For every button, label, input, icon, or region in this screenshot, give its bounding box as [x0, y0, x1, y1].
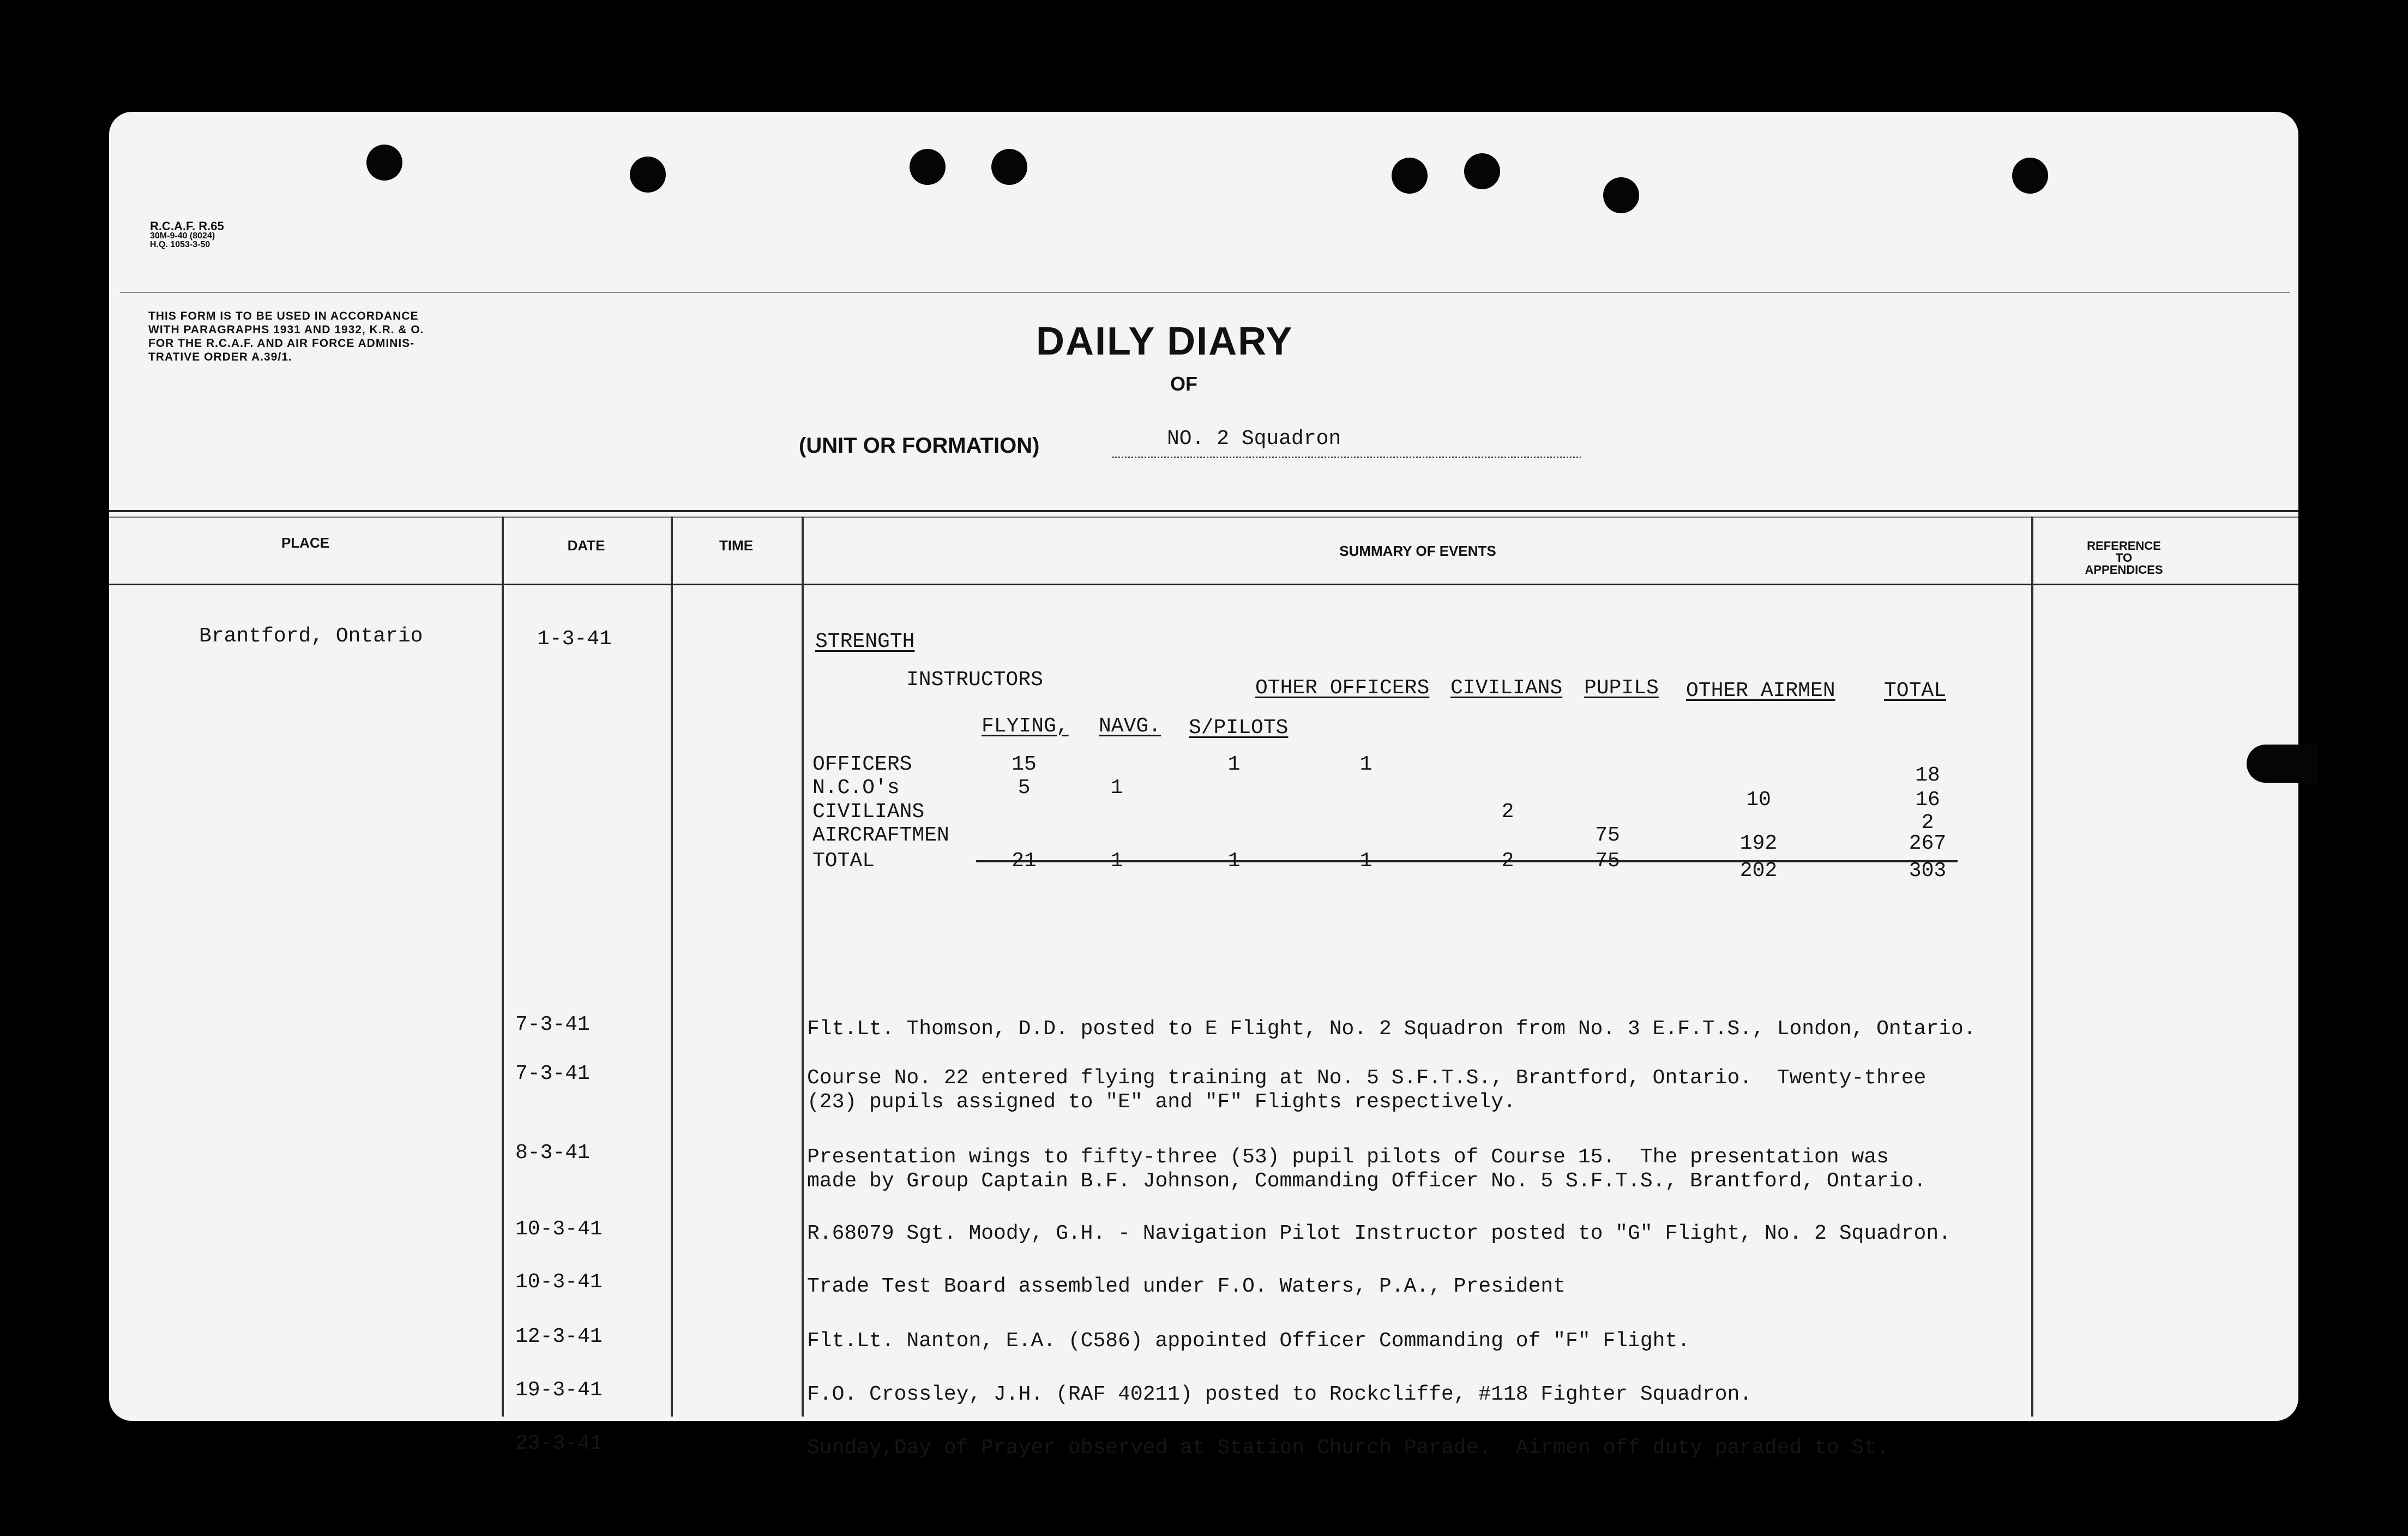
instruction-line: TRATIVE ORDER A.39/1. [148, 351, 292, 363]
strength-cell-pupils: 75 [1595, 849, 1620, 873]
form-instructions [148, 309, 424, 364]
instruction-line: FOR THE R.C.A.F. AND AIR FORCE ADMINIS- [148, 337, 415, 350]
form-code-line: H.Q. 1053-3-50 [150, 240, 210, 249]
strength-cell-other-officers: 1 [1359, 849, 1372, 873]
column-header-time: TIME [719, 537, 754, 554]
strength-cell-total: 18 [1915, 764, 1940, 787]
punch-hole [1464, 153, 1500, 189]
head-other-airmen: OTHER AIRMEN [1686, 679, 1835, 703]
punch-hole [910, 149, 946, 185]
entry-date: 23-3-41 [515, 1432, 603, 1455]
top-rule [120, 292, 2290, 293]
strength-cell-spilots: 1 [1227, 849, 1241, 873]
strength-cell-total: 267 [1909, 832, 1947, 855]
strength-cell-pupils: 75 [1595, 824, 1620, 847]
strength-row-label: TOTAL [812, 849, 875, 873]
unit-dotted-line [1112, 457, 1581, 458]
unit-label: (UNIT OR FORMATION) [799, 434, 1040, 458]
strength-cell-other-airmen: 10 [1746, 788, 1771, 812]
strength-row-label: OFFICERS [812, 753, 912, 776]
punch-hole [991, 149, 1027, 185]
strength-row-label: AIRCRAFTMEN [812, 824, 949, 847]
entry-date: 10-3-41 [515, 1217, 603, 1241]
strength-cell-spilots: 1 [1227, 753, 1241, 776]
instruction-line: THIS FORM IS TO BE USED IN ACCORDANCE [148, 310, 419, 322]
strength-cell-navg: 1 [1110, 849, 1123, 873]
entry-text [807, 1436, 1889, 1460]
strength-cell-total: 2 [1921, 811, 1934, 835]
header-rule-top [109, 510, 2298, 512]
form-code-line: 30M-9-40 (8024) [150, 231, 215, 241]
head-other-officers: OTHER OFFICERS [1255, 676, 1430, 700]
entry-date: 7-3-41 [515, 1062, 590, 1085]
head-total: TOTAL [1884, 679, 1947, 703]
entry-line: Trade Test Board assembled under F.O. Waters, P.A., President [807, 1275, 1566, 1298]
diary-of: OF [1170, 373, 1197, 395]
head-civilians: CIVILIANS [1450, 676, 1563, 700]
strength-heading: STRENGTH [815, 630, 915, 653]
entry-line: Flt.Lt. Thomson, D.D. posted to E Flight, No. 2 Squadron from No. 3 E.F.T.S., London, Ontario. [807, 1017, 1976, 1041]
entry-date: 12-3-41 [515, 1325, 603, 1348]
entry-line: (23) pupils assigned to "E" and "F" Flights respectively. [807, 1090, 1516, 1114]
entry-line: F.O. Crossley, J.H. (RAF 40211) posted to Rockcliffe, #118 Fighter Squadron. [807, 1383, 1753, 1406]
strength-row-label: N.C.O's [812, 776, 900, 800]
form-code-line: R.C.A.F. R.65 [150, 219, 224, 233]
entry-date: 7-3-41 [515, 1013, 590, 1036]
strength-cell-flying: 15 [1012, 753, 1037, 776]
column-header-date: DATE [567, 537, 605, 554]
punch-hole [1603, 177, 1639, 213]
strength-cell-navg: 1 [1110, 776, 1123, 800]
head-navg: NAVG. [1099, 715, 1161, 738]
reference-line: APPENDICES [2085, 563, 2163, 577]
unit-value: NO. 2 Squadron [1167, 427, 1341, 451]
head-flying: FLYING, [982, 715, 1069, 738]
entry-text [807, 1329, 1690, 1353]
strength-cell-civilians: 2 [1501, 800, 1514, 824]
punch-hole [2012, 158, 2048, 194]
instruction-line: WITH PARAGRAPHS 1931 AND 1932, K.R. & O. [148, 323, 424, 336]
entry-line: made by Group Captain B.F. Johnson, Commanding Officer No. 5 S.F.T.S., Brantford, Ontario. [807, 1169, 1927, 1193]
entry-line: Flt.Lt. Nanton, E.A. (C586) appointed Officer Commanding of "F" Flight. [807, 1329, 1690, 1353]
strength-cell-total: 303 [1909, 859, 1947, 883]
head-pupils: PUPILS [1584, 676, 1659, 700]
entry-text [807, 1066, 1926, 1114]
punch-hole [630, 157, 666, 193]
place-value: Brantford, Ontario [199, 625, 423, 648]
column-header-summary: SUMMARY OF EVENTS [1339, 543, 1496, 559]
column-divider [502, 517, 504, 1417]
strength-row-label: CIVILIANS [812, 800, 925, 824]
entry-date: 10-3-41 [515, 1270, 603, 1294]
header-rule-bottom [109, 584, 2298, 585]
strength-cell-flying: 21 [1012, 849, 1037, 873]
strength-date: 1-3-41 [537, 627, 612, 651]
entry-text [807, 1017, 1976, 1041]
entry-text [807, 1222, 1951, 1246]
reference-line: REFERENCE [2087, 539, 2161, 553]
strength-cell-other-airmen: 192 [1739, 832, 1778, 855]
entry-line: R.68079 Sgt. Moody, G.H. - Navigation Pilot Instructor posted to "G" Flight, No. 2 Squadron. [807, 1222, 1951, 1245]
column-divider [2031, 517, 2033, 1417]
strength-cell-other-airmen: 202 [1739, 859, 1778, 883]
entry-text [807, 1275, 1566, 1299]
binder-notch [2247, 745, 2317, 783]
diary-title: DAILY DIARY [1036, 320, 1293, 363]
entry-date: 8-3-41 [515, 1141, 590, 1165]
head-spilots: S/PILOTS [1189, 716, 1289, 740]
form-code [150, 221, 224, 249]
column-divider [802, 517, 804, 1417]
column-header-place: PLACE [281, 535, 330, 551]
instructors-heading: INSTRUCTORS [906, 668, 1043, 692]
entry-text [807, 1145, 1926, 1193]
header-rule-top-2 [109, 517, 2298, 518]
entry-line: Course No. 22 entered flying training at No. 5 S.F.T.S., Brantford, Ontario. Twenty-three [807, 1066, 1927, 1090]
strength-cell-other-officers: 1 [1359, 753, 1372, 776]
strength-cell-total: 16 [1915, 788, 1940, 812]
diary-page [109, 112, 2298, 1460]
punch-hole [366, 145, 402, 181]
column-header-reference [2048, 540, 2200, 576]
entry-text [807, 1383, 1752, 1407]
column-divider [671, 517, 673, 1417]
entry-date: 19-3-41 [515, 1378, 603, 1402]
reference-line: TO [2115, 551, 2133, 565]
strength-cell-flying: 5 [1018, 776, 1031, 800]
entry-line: Sunday,Day of Prayer observed at Station Church Parade. Airmen off duty paraded to St. [807, 1436, 1889, 1460]
punch-hole [1392, 158, 1428, 194]
entry-line: Presentation wings to fifty-three (53) pupil pilots of Course 15. The presentation was [807, 1145, 1889, 1169]
strength-cell-civilians: 2 [1501, 849, 1514, 873]
